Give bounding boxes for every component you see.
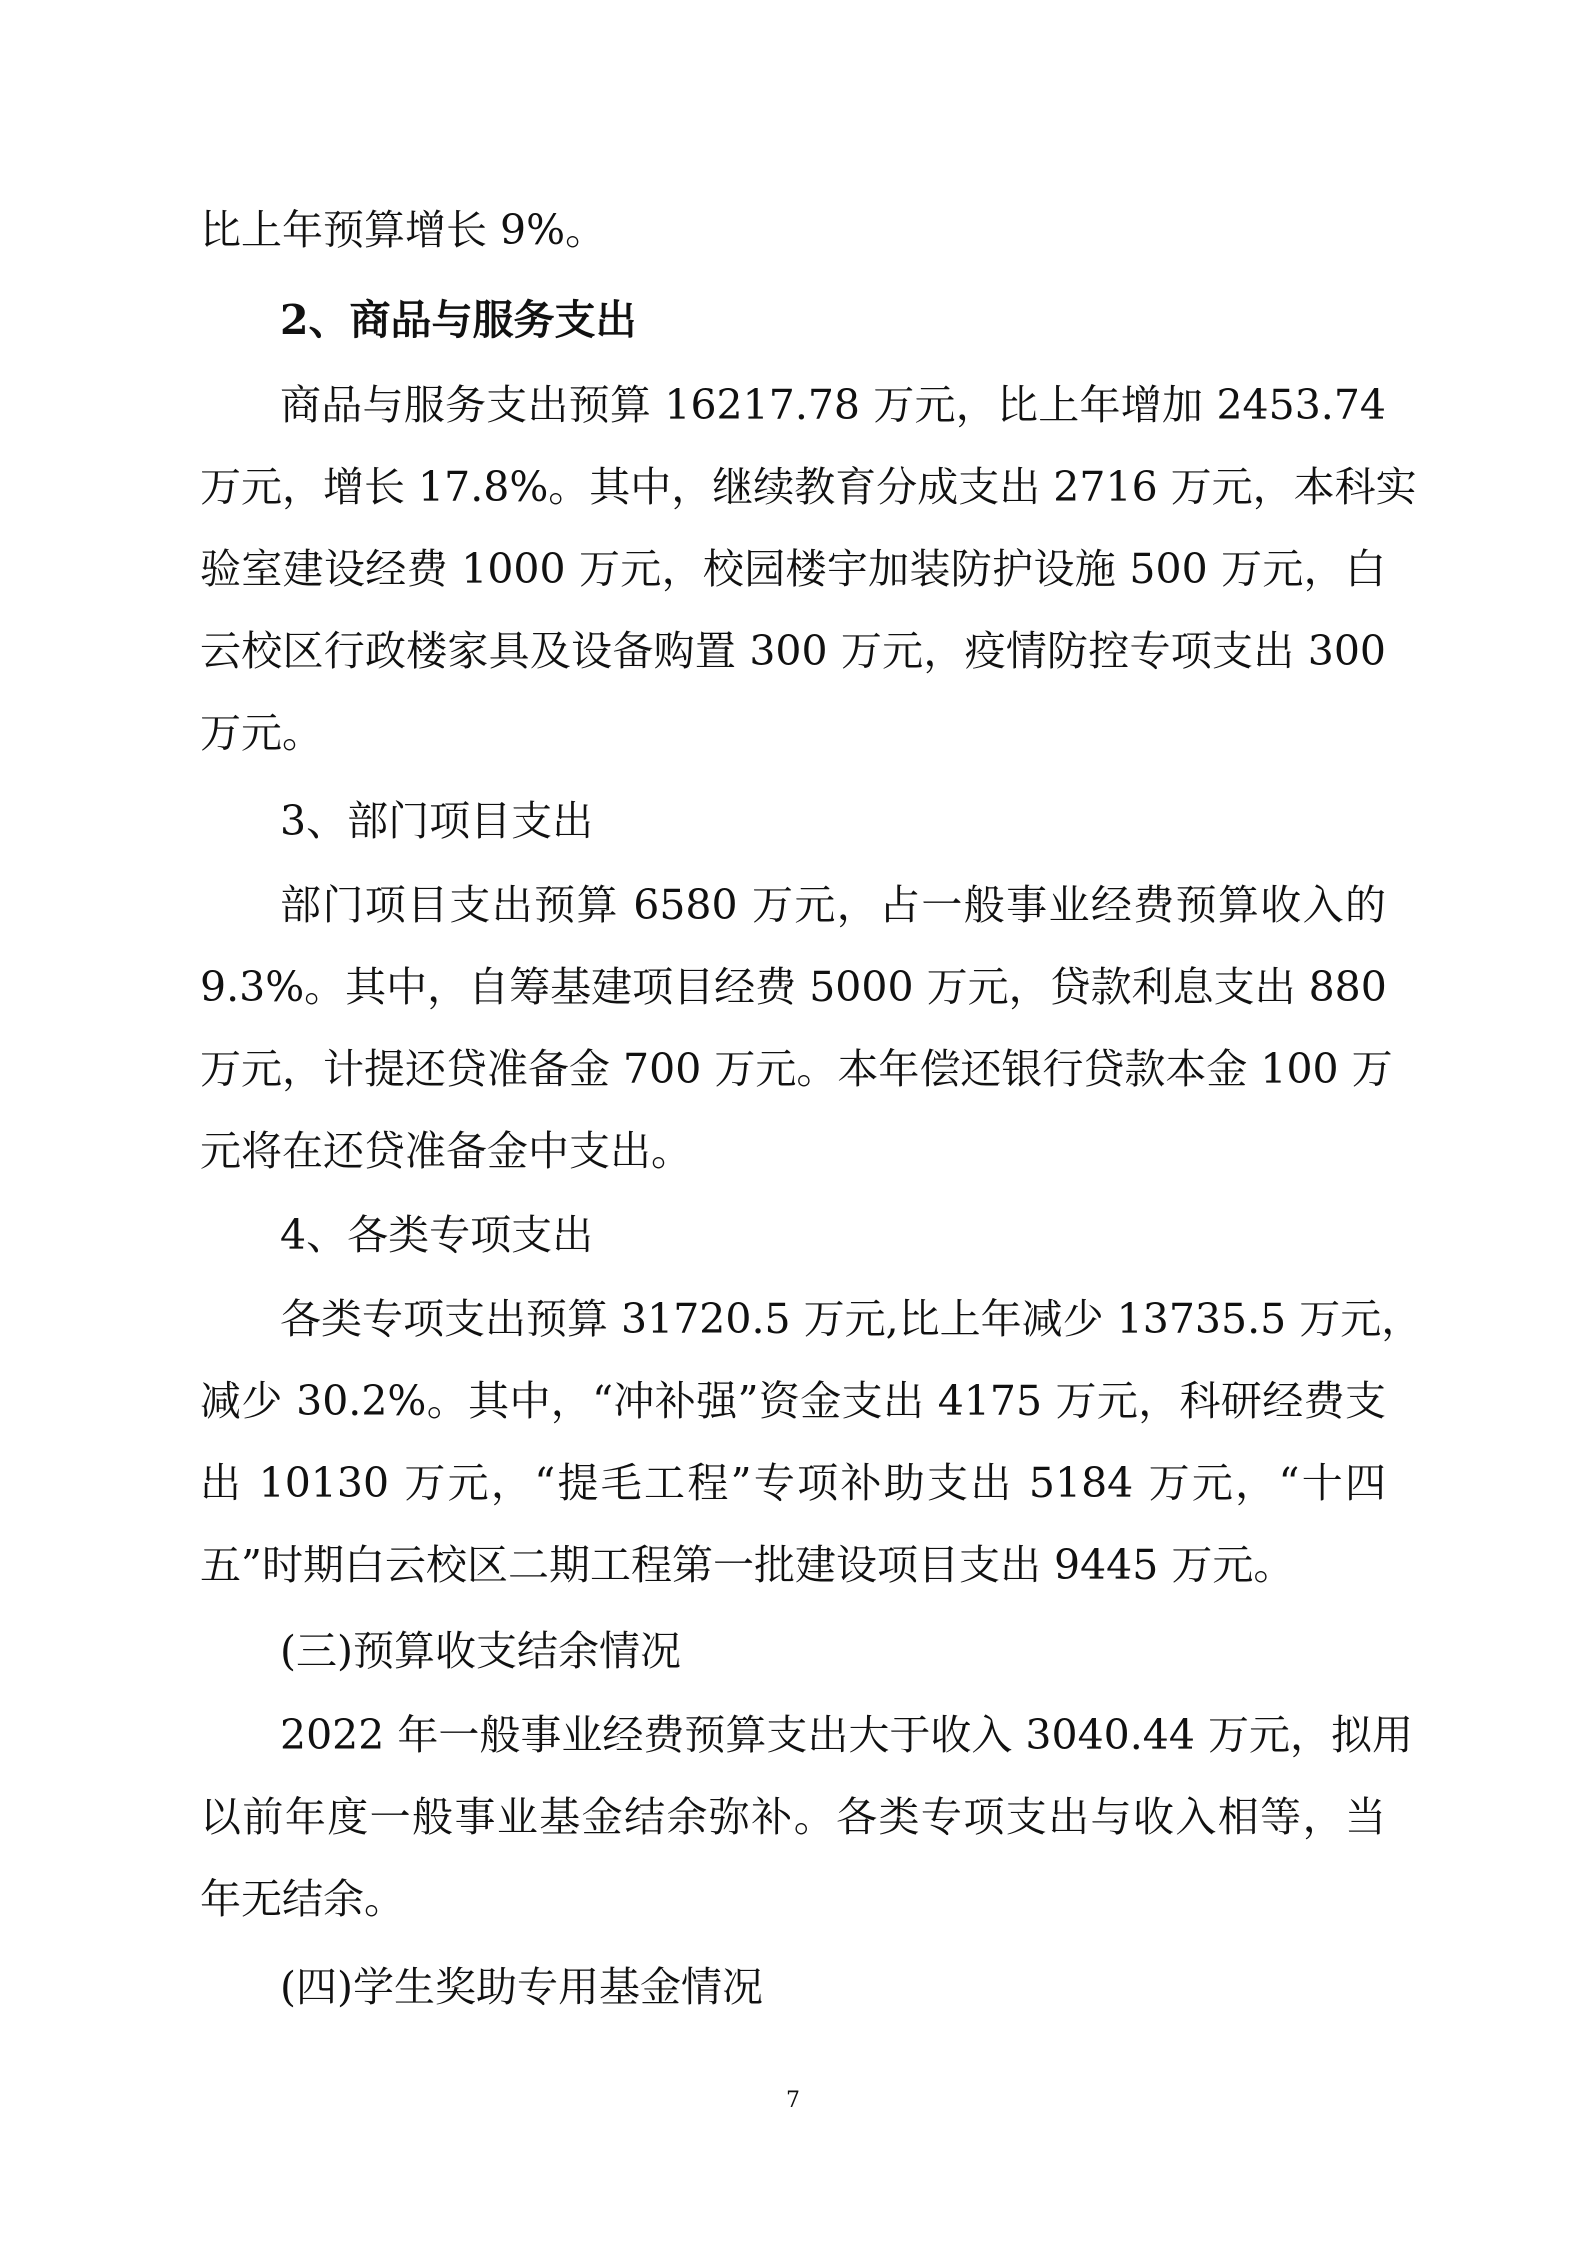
text-line: 出 10130 万元，“提毛工程”专项补助支出 5184 万元，“十四 <box>200 1459 1386 1507</box>
text-line: 减少 30.2%。其中，“冲补强”资金支出 4175 万元，科研经费支 <box>200 1377 1386 1425</box>
text-line: 五”时期白云校区二期工程第一批建设项目支出 9445 万元。 <box>200 1541 1295 1589</box>
section-heading: 2、商品与服务支出 <box>280 296 637 344</box>
text-line: 元将在还贷准备金中支出。 <box>200 1127 692 1175</box>
text-line: 部门项目支出预算 6580 万元，占一般事业经费预算收入的 <box>280 881 1386 929</box>
section-heading: 3、部门项目支出 <box>280 797 594 845</box>
page-number: 7 <box>786 2088 800 2113</box>
text-line: 比上年预算增长 9%。 <box>200 206 607 254</box>
text-line: 商品与服务支出预算 16217.78 万元，比上年增加 2453.74 <box>280 381 1386 429</box>
section-heading: (三)预算收支结余情况 <box>280 1627 681 1675</box>
text-line: 以前年度一般事业基金结余弥补。各类专项支出与收入相等，当 <box>200 1793 1386 1841</box>
section-heading: 4、各类专项支出 <box>280 1211 594 1259</box>
text-line: 万元，计提还贷准备金 700 万元。本年偿还银行贷款本金 100 万 <box>200 1045 1393 1093</box>
text-line: 验室建设经费 1000 万元，校园楼宇加装防护设施 500 万元，白 <box>200 545 1386 593</box>
text-line: 年无结余。 <box>200 1875 405 1923</box>
text-line: 万元，增长 17.8%。其中，继续教育分成支出 2716 万元，本科实 <box>200 463 1417 511</box>
section-heading: (四)学生奖助专用基金情况 <box>280 1963 763 2011</box>
text-line: 云校区行政楼家具及设备购置 300 万元，疫情防控专项支出 300 <box>200 627 1386 675</box>
text-line: 9.3%。其中，自筹基建项目经费 5000 万元，贷款利息支出 880 <box>200 963 1387 1011</box>
text-line: 2022 年一般事业经费预算支出大于收入 3040.44 万元，拟用 <box>280 1711 1413 1759</box>
text-line: 各类专项支出预算 31720.5 万元,比上年减少 13735.5 万元， <box>280 1295 1423 1343</box>
text-line: 万元。 <box>200 709 323 757</box>
